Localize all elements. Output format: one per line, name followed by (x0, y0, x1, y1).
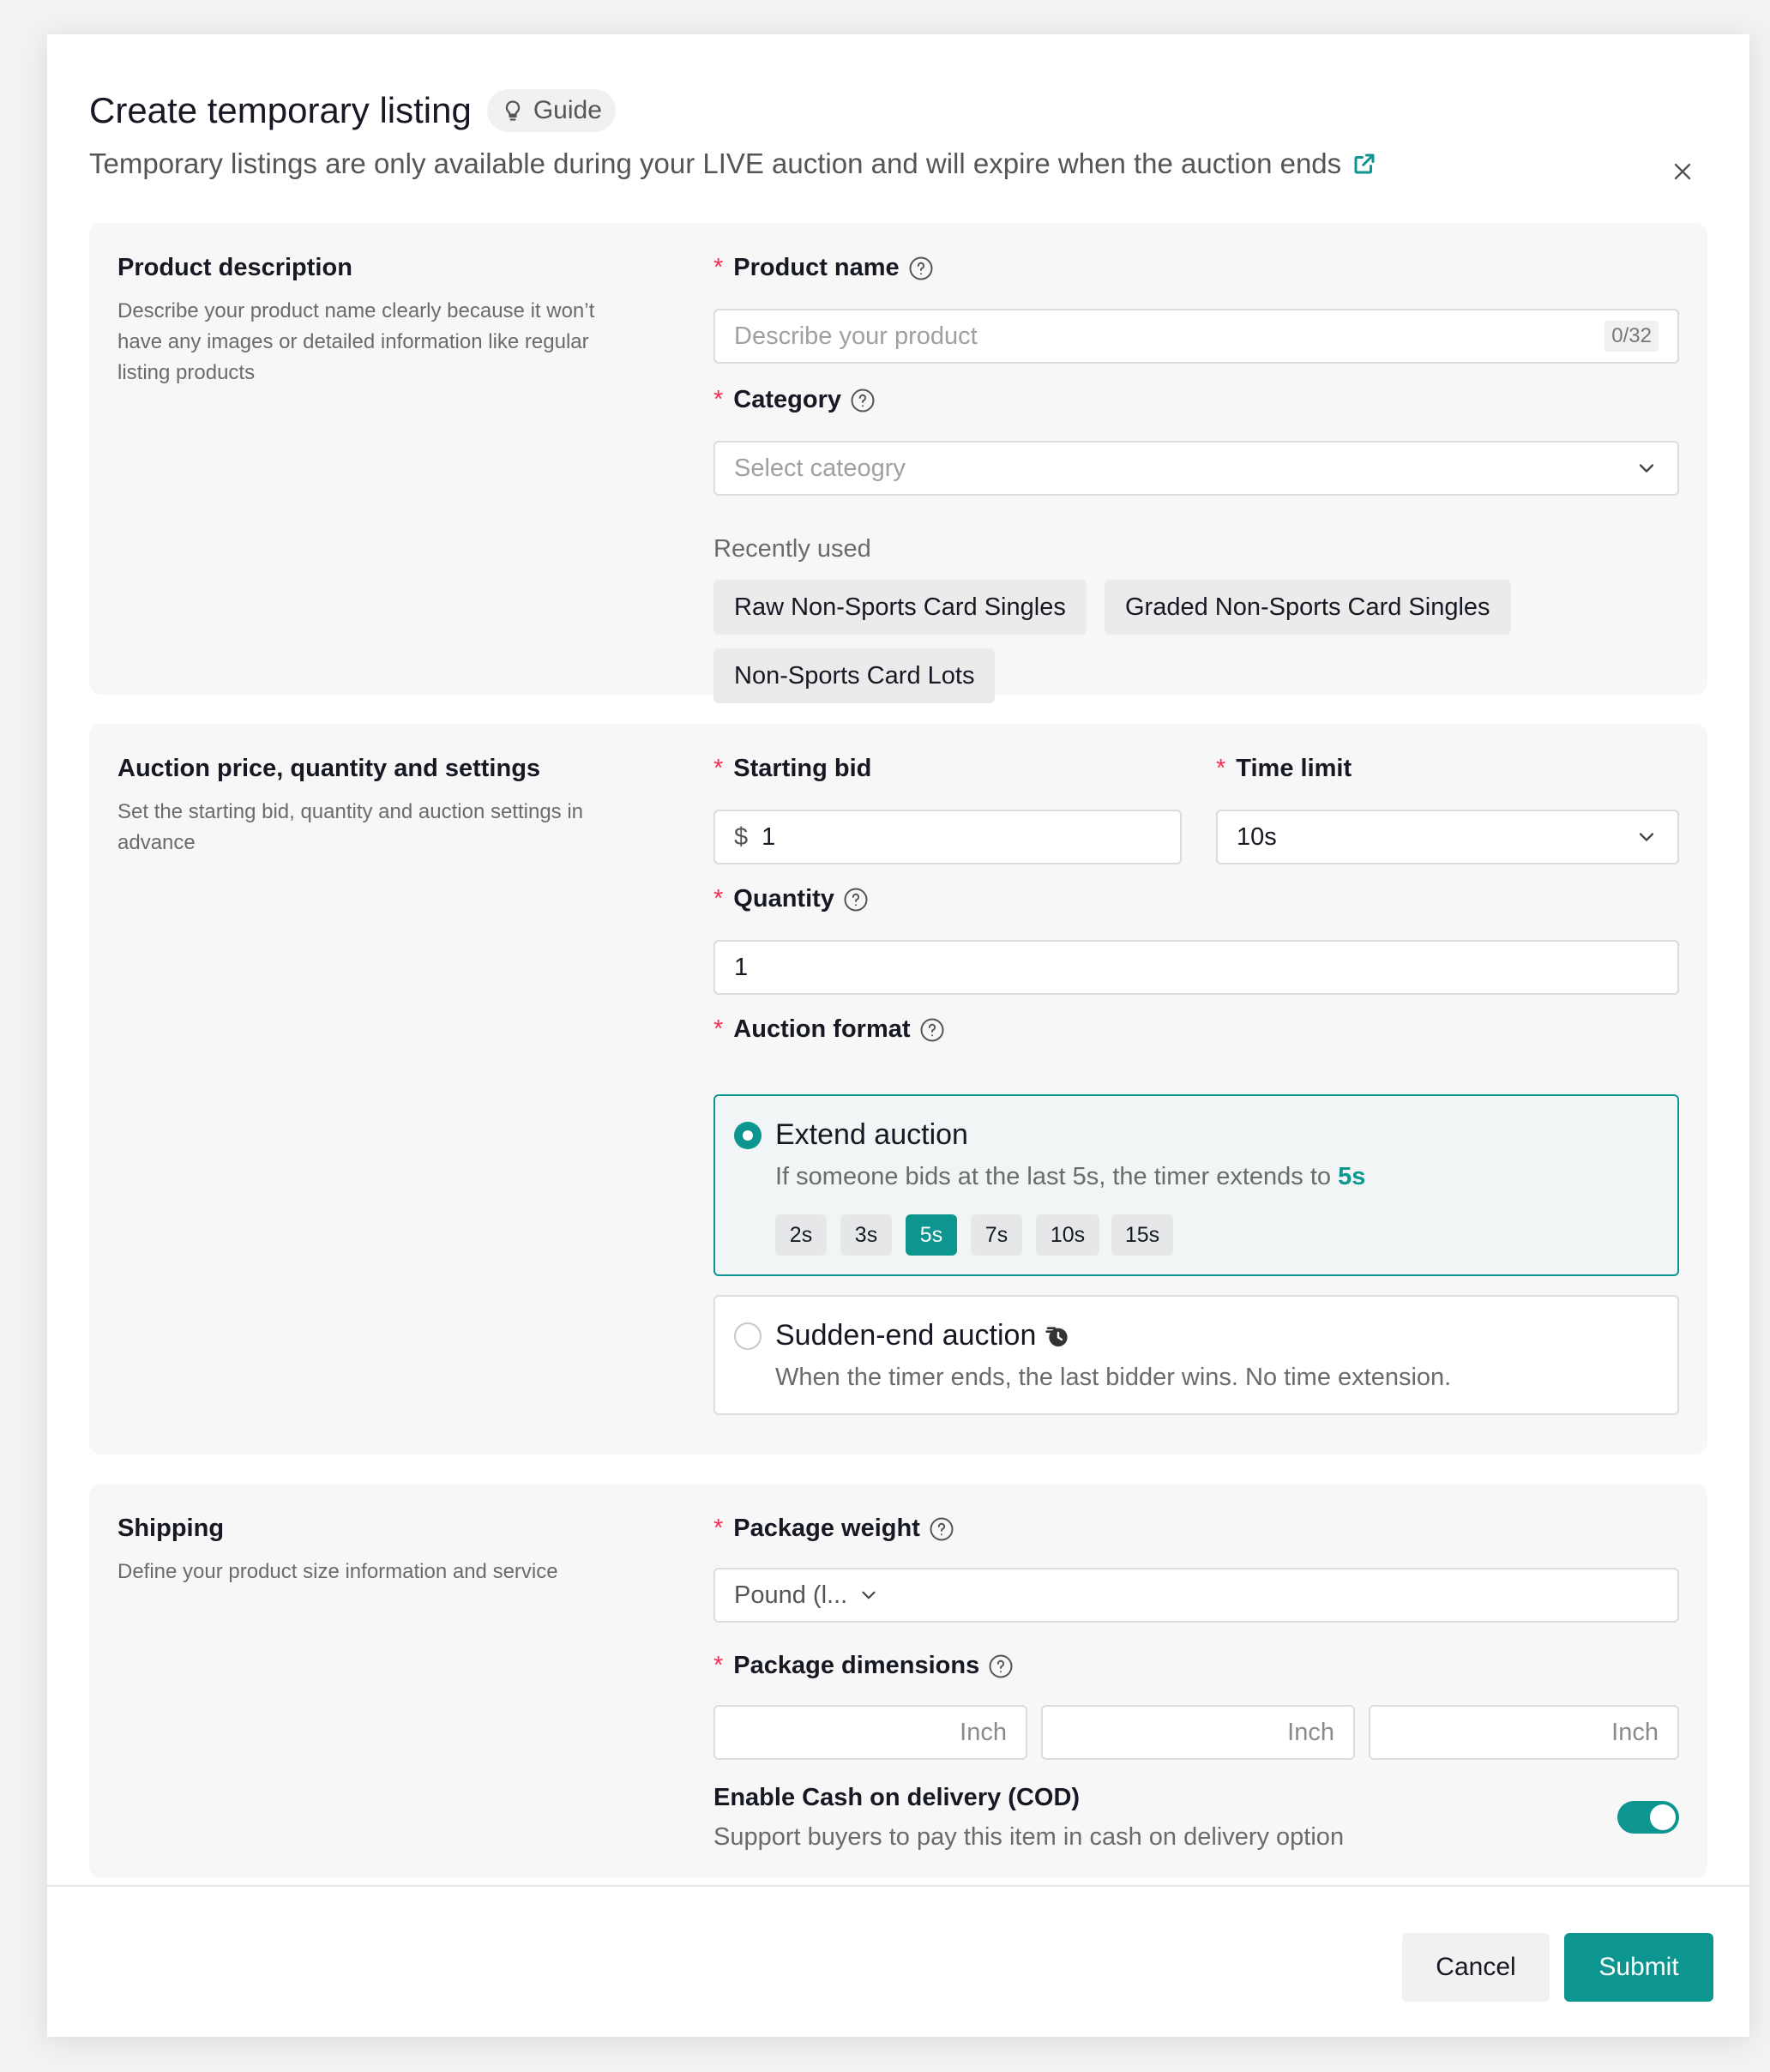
extend-auction-option[interactable] (713, 1094, 1679, 1276)
section-description: Describe your product name clearly because it won’t have any images or detailed information like regular listing products (117, 299, 595, 384)
required-mark: * (713, 254, 724, 281)
shipping-section (89, 1484, 1707, 1878)
modal-subtitle (89, 148, 1707, 180)
required-mark: * (713, 386, 724, 413)
external-link-icon[interactable] (1352, 151, 1377, 177)
category-label (713, 386, 876, 414)
cod-toggle[interactable] (1617, 1801, 1679, 1834)
required-mark: * (713, 885, 724, 913)
recent-category-chip[interactable]: Non-Sports Card Lots (713, 648, 995, 703)
section-info (117, 755, 632, 858)
product-fields (713, 223, 1679, 695)
product-name-input[interactable] (713, 309, 1679, 364)
help-icon[interactable] (850, 388, 876, 413)
product-description-section (89, 223, 1707, 695)
required-mark: * (713, 1015, 724, 1043)
footer-divider (47, 1885, 1749, 1887)
radio-dot (743, 1130, 753, 1141)
required-mark: * (713, 755, 724, 782)
extend-auction-radio[interactable] (734, 1122, 762, 1149)
create-listing-modal (47, 34, 1749, 2037)
shipping-fields (713, 1484, 1679, 1878)
time-limit-value: 10s (1237, 822, 1277, 851)
package-length-input[interactable] (713, 1705, 1027, 1760)
weight-unit-select[interactable]: Pound (l... (734, 1581, 848, 1609)
help-icon[interactable] (919, 1017, 945, 1043)
starting-bid-value: 1 (762, 822, 776, 851)
section-description: Set the starting bid, quantity and auction settings in advance (117, 800, 584, 854)
starting-bid-label (713, 755, 871, 783)
chevron-down-icon[interactable] (858, 1584, 880, 1606)
section-title: Auction price, quantity and settings (117, 755, 541, 782)
time-limit-label (1216, 755, 1352, 783)
package-height-input[interactable] (1369, 1705, 1679, 1760)
close-button[interactable] (1665, 154, 1700, 189)
category-select[interactable] (713, 441, 1679, 496)
quantity-label (713, 885, 869, 913)
section-title: Shipping (117, 1515, 225, 1542)
section-info (117, 1515, 632, 1587)
label-text: Auction format (733, 1015, 911, 1043)
product-name-placeholder: Describe your product (734, 322, 978, 350)
guide-button[interactable] (487, 89, 616, 132)
modal-header (89, 89, 1707, 180)
package-weight-input[interactable] (713, 1568, 1679, 1623)
extension-option-2s[interactable]: 2s (775, 1214, 827, 1256)
required-mark: * (1216, 755, 1226, 782)
extend-desc-text: If someone bids at the last 5s, the timer extends to (775, 1163, 1332, 1190)
dimension-unit: Inch (1611, 1718, 1659, 1746)
time-limit-select[interactable] (1216, 810, 1679, 864)
required-mark: * (713, 1652, 724, 1679)
lightbulb-icon (501, 99, 525, 123)
recent-category-chip[interactable]: Graded Non-Sports Card Singles (1105, 580, 1511, 635)
currency-symbol: $ (734, 822, 749, 851)
cod-title (713, 1784, 1080, 1812)
auction-fields (713, 724, 1679, 1455)
extension-option-3s[interactable]: 3s (840, 1214, 892, 1256)
label-text: Quantity (733, 885, 834, 913)
title-row (89, 89, 1707, 132)
label-text: Package weight (733, 1515, 920, 1542)
cod-description: Support buyers to pay this item in cash on delivery option (713, 1823, 1345, 1851)
required-mark: * (713, 1515, 724, 1542)
modal-title: Create temporary listing (89, 90, 472, 130)
toggle-knob (1650, 1804, 1676, 1830)
extension-option-7s[interactable]: 7s (971, 1214, 1022, 1256)
quantity-input[interactable] (713, 940, 1679, 995)
extend-auction-description (775, 1163, 1365, 1191)
dimension-unit: Inch (1287, 1718, 1334, 1746)
label-text: Time limit (1236, 755, 1352, 782)
section-title: Product description (117, 254, 352, 281)
quantity-value: 1 (734, 953, 749, 981)
package-weight-label (713, 1515, 954, 1543)
extension-option-5s[interactable]: 5s (906, 1214, 957, 1256)
help-icon[interactable] (929, 1516, 954, 1542)
label-text: Enable Cash on delivery (COD) (713, 1784, 1081, 1811)
package-dimensions-label (713, 1652, 1014, 1680)
chevron-down-icon (1635, 825, 1659, 849)
chevron-down-icon (1635, 456, 1659, 480)
guide-label: Guide (533, 96, 602, 124)
sudden-end-radio[interactable] (734, 1322, 762, 1350)
product-name-label (713, 254, 934, 282)
extend-auction-title: Extend auction (775, 1118, 968, 1151)
section-description: Define your product size information and service (117, 1560, 558, 1583)
sudden-end-description: When the timer ends, the last bidder wins. No time extension. (775, 1364, 1452, 1391)
close-icon (1672, 161, 1693, 182)
help-icon[interactable] (843, 887, 869, 913)
character-counter: 0/32 (1604, 321, 1659, 352)
sudden-end-title-row (775, 1319, 1072, 1352)
recent-category-chip[interactable]: Raw Non-Sports Card Singles (713, 580, 1087, 635)
dimension-unit: Inch (960, 1718, 1007, 1746)
extension-option-15s[interactable]: 15s (1111, 1214, 1173, 1256)
help-icon[interactable] (908, 256, 934, 281)
section-info (117, 254, 632, 388)
sudden-end-auction-option[interactable] (713, 1295, 1679, 1415)
recently-used-label: Recently used (713, 535, 871, 563)
label-text: Product name (733, 254, 900, 281)
auction-format-label (713, 1015, 945, 1044)
extension-option-10s[interactable]: 10s (1036, 1214, 1099, 1256)
timer-lightning-icon (1045, 1322, 1072, 1350)
sudden-end-title: Sudden-end auction (775, 1319, 1037, 1352)
subtitle-text: Temporary listings are only available during your LIVE auction and will expire when the auction ends (89, 148, 1342, 179)
auction-settings-section (89, 724, 1707, 1455)
extend-desc-value: 5s (1338, 1163, 1366, 1190)
label-text: Category (733, 386, 841, 413)
label-text: Package dimensions (733, 1652, 980, 1679)
help-icon[interactable] (988, 1653, 1014, 1679)
label-text: Starting bid (733, 755, 872, 782)
submit-button[interactable]: Submit (1564, 1933, 1713, 2002)
starting-bid-input[interactable] (713, 810, 1182, 864)
package-width-input[interactable] (1041, 1705, 1355, 1760)
category-placeholder: Select cateogry (734, 454, 906, 482)
cancel-button[interactable]: Cancel (1402, 1933, 1550, 2002)
